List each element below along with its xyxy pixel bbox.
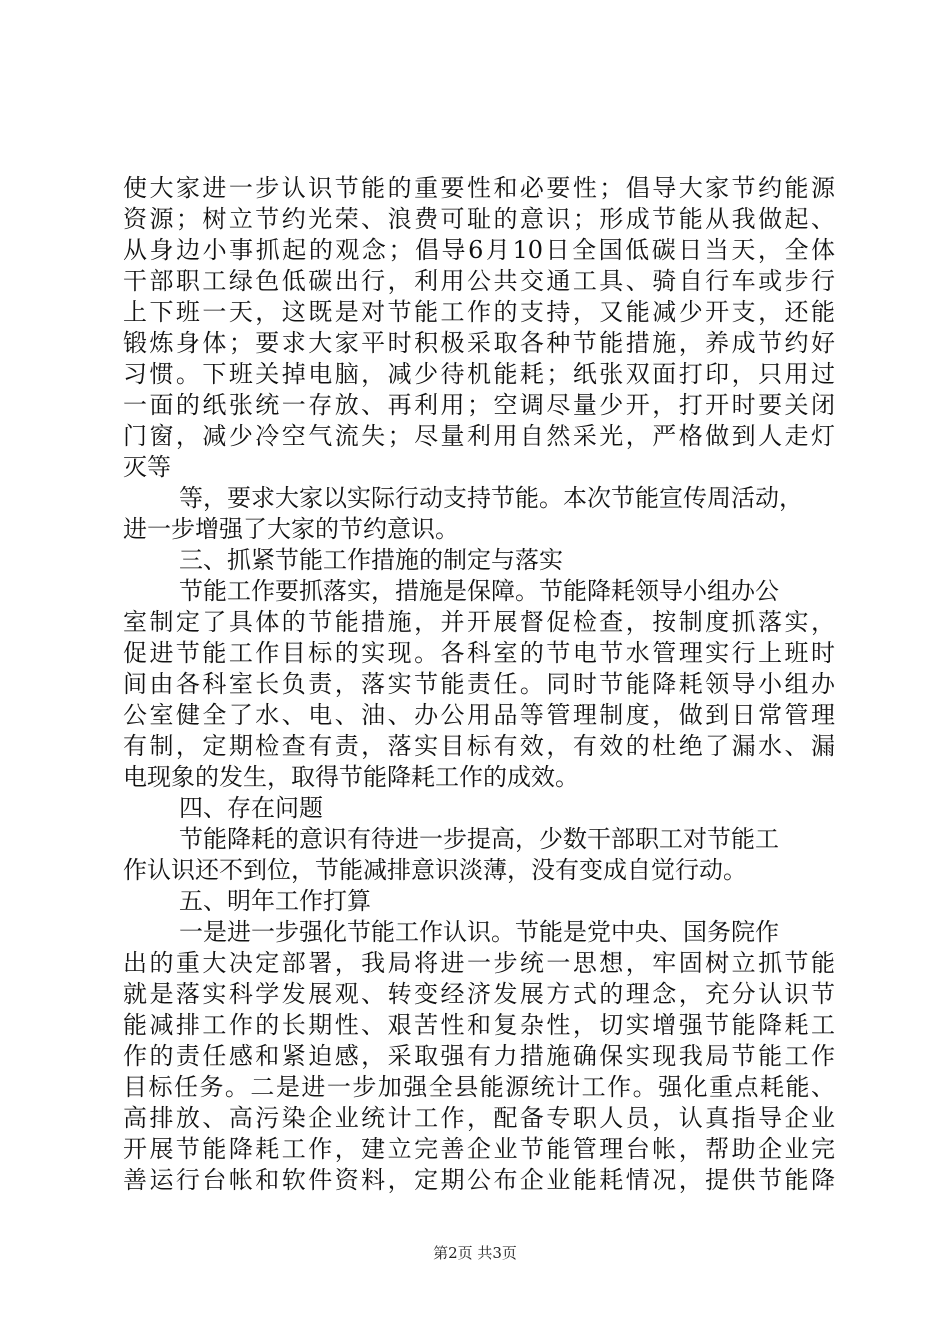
- section-heading: 五、明年工作打算: [179, 887, 371, 915]
- text-line: 促进节能工作目标的实现。各科室的节电节水管理实行上班时: [123, 639, 835, 667]
- text-line: 间由各科室长负责，落实节能责任。同时节能降耗领导小组办: [123, 670, 835, 698]
- text-line: 开展节能降耗工作，建立完善企业节能管理台帐，帮助企业完: [123, 1135, 835, 1163]
- section-heading: 三、抓紧节能工作措施的制定与落实: [179, 546, 563, 574]
- text-line: 灭等: [123, 453, 171, 481]
- text-line: 作认识还不到位，节能减排意识淡薄，没有变成自觉行动。: [123, 856, 747, 884]
- body-text: [123, 173, 835, 1196]
- text-line: 室制定了具体的节能措施，并开展督促检查，按制度抓落实，: [123, 608, 835, 636]
- text-line: 锻炼身体；要求大家平时积极采取各种节能措施，养成节约好: [123, 329, 835, 357]
- text-line: 作的责任感和紧迫感，采取强有力措施确保实现我局节能工作: [123, 1042, 835, 1070]
- text-line: 就是落实科学发展观、转变经济发展方式的理念，充分认识节: [123, 980, 835, 1008]
- text-line: 出的重大决定部署，我局将进一步统一思想，牢固树立抓节能: [123, 949, 835, 977]
- text-line: 节能降耗的意识有待进一步提高，少数干部职工对节能工: [179, 825, 779, 853]
- text-line: 干部职工绿色低碳出行，利用公共交通工具、骑自行车或步行: [123, 267, 835, 295]
- text-line: 能减排工作的长期性、艰苦性和复杂性，切实增强节能降耗工: [123, 1011, 835, 1039]
- text-line: 公室健全了水、电、油、办公用品等管理制度，做到日常管理: [123, 701, 835, 729]
- text-line: 使大家进一步认识节能的重要性和必要性；倡导大家节约能源: [123, 174, 835, 202]
- text-line: 一面的纸张统一存放、再利用；空调尽量少开，打开时要关闭: [123, 391, 835, 419]
- page-number-footer: 第2页 共3页: [433, 1244, 517, 1262]
- text-line: 善运行台帐和软件资料，定期公布企业能耗情况，提供节能降: [123, 1166, 835, 1194]
- text-line: 上下班一天，这既是对节能工作的支持，又能减少开支，还能: [123, 298, 835, 326]
- text-line: 进一步增强了大家的节约意识。: [123, 515, 459, 543]
- text-line: 习惯。下班关掉电脑，减少待机能耗；纸张双面打印，只用过: [123, 360, 835, 388]
- section-heading: 四、存在问题: [179, 794, 323, 822]
- text-line: 有制，定期检查有责，落实目标有效，有效的杜绝了漏水、漏: [123, 732, 835, 760]
- text-line: 电现象的发生，取得节能降耗工作的成效。: [123, 763, 579, 791]
- text-line: 一是进一步强化节能工作认识。节能是党中央、国务院作: [179, 918, 779, 946]
- text-line: 节能工作要抓落实，措施是保障。节能降耗领导小组办公: [179, 577, 779, 605]
- text-line: 等，要求大家以实际行动支持节能。本次节能宣传周活动，: [179, 484, 803, 512]
- text-line: 从身边小事抓起的观念；倡导6月10日全国低碳日当天，全体: [123, 236, 835, 264]
- text-line: 资源；树立节约光荣、浪费可耻的意识；形成节能从我做起、: [123, 205, 835, 233]
- text-line: 目标任务。二是进一步加强全县能源统计工作。强化重点耗能、: [123, 1073, 835, 1101]
- text-line: 高排放、高污染企业统计工作，配备专职人员，认真指导企业: [123, 1104, 835, 1132]
- text-line: 门窗，减少冷空气流失；尽量利用自然采光，严格做到人走灯: [123, 422, 835, 450]
